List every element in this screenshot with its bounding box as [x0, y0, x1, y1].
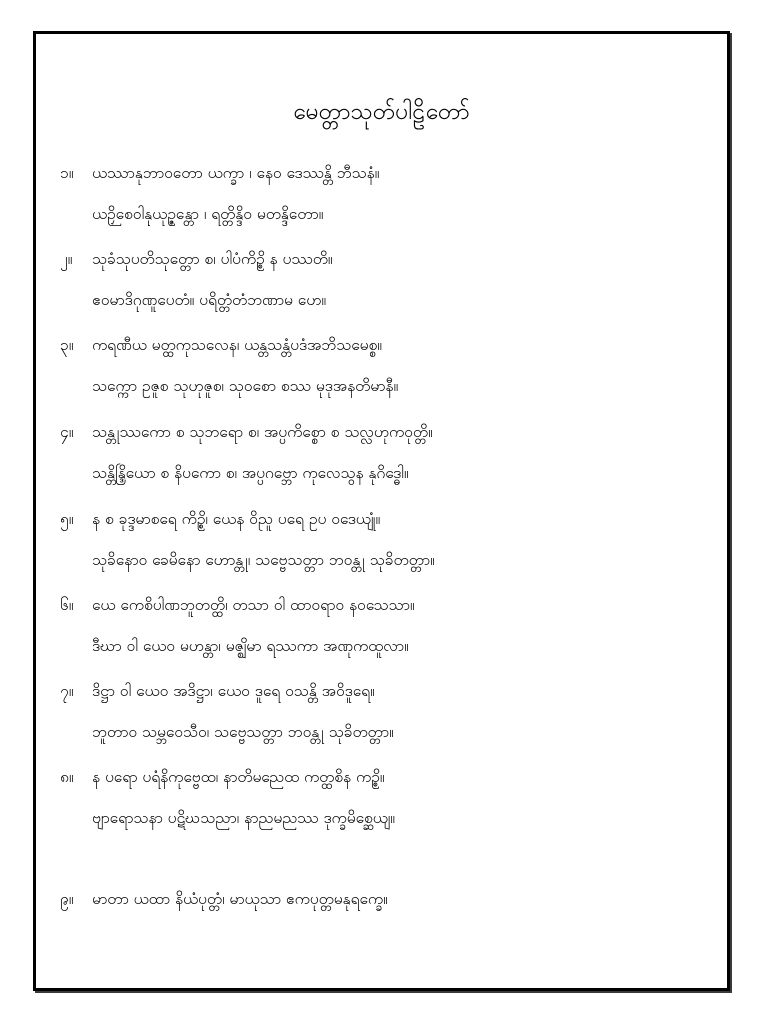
verse-text: ကရဏီယ မတ္ထကုသလေန၊ ယန္တသန္တံပဒံအဘိသမေစ္စ။	[92, 336, 382, 354]
verse-text: သုခိနောဝ ခေမိနော ဟောန္တု၊ သဗ္ဗေသတ္တာ ဘဝန္တု သုခိတတ္တာ။	[92, 551, 435, 569]
verse-number: ၆။	[60, 596, 74, 614]
verse-text: ယဉှိစေဝါနုယုဉ္ဇန္တော ၊ ရတ္တိန္ဒိဝ မတန္ဒိတော။	[92, 205, 324, 223]
verse-text: သန္တိန္ဒြိယော စ နိပကော စ၊ အပ္ပဂဗ္ဘော ကုလေသွန နုဂိဒ္ဓေါ။	[92, 464, 409, 482]
verse-text: ဘူတာဝ သမ္ဘဝေသီဝ၊ သဗ္ဗေသတ္တာ ဘဝန္တု သုခိတတ္တာ။	[92, 723, 394, 741]
verse-number: ၇။	[60, 682, 74, 700]
verse-number: ၉။	[60, 890, 74, 908]
page-title: မေတ္တာသုတ်ပါဠိတော်	[293, 99, 470, 125]
verse-number: ၁။	[60, 164, 74, 182]
verse-text: ဒိဋ္ဌာ ဝါ ယေဝ အဒိဋ္ဌာ၊ ယေဝ ဒူရေ ဝသန္တိ အဝိဒူရေ။	[92, 682, 375, 700]
verse-text: မာတာ ယထာ နိယံပုတ္တံ၊ မာယုသာ ဧကပုတ္တမနုရက္ခေ။	[92, 890, 388, 908]
verse-number: ၄။	[60, 423, 74, 441]
verse-number: ၃။	[60, 336, 74, 354]
verse-text: န ပရော ပရံနိကုဗ္ဗေထ၊ နာတိမညေထ ကတ္ထစိန ကဉ္စိ။	[92, 768, 385, 786]
verse-text: န စ ခုဒ္ဒမာစရေ ကိဉ္စိ၊ ယေန ဝိညူ ပရေ ဥပ ဝဒေယျုံ။	[92, 510, 381, 528]
verse-text: ဒီဃာ ဝါ ယေဝ မဟန္တာ၊ မဇ္ဈိမာ ရဿကာ အဏုကထူလာ။	[92, 637, 409, 655]
verse-text: ယေ ကေစိပါဏဘူတတ္ထိ၊ တသာ ဝါ ထာဝရာဝ နဝသေသာ။	[92, 596, 415, 614]
verse-text: ဗျာရောသနာ ပဋိဃသညာ၊ နာညမညဿ ဒုက္ခမိစ္ဆေယျ။	[92, 809, 395, 827]
verse-text: ယဿာနုဘာဝတော ယက္ခာ ၊ နေဝ ဒေဿန္တိ ဘီသနံ။	[92, 164, 380, 182]
verse-text: သန္တုဿကော စ သုဘရော စ၊ အပ္ပကိစ္စော စ သလ္လဟုကဝုတ္တိ။	[92, 423, 433, 441]
verse-text: သုခံသုပတိသုတ္တော စ၊ ပါပံကိဉ္စိ န ပဿတိ။	[92, 250, 333, 268]
verse-number: ၅။	[60, 510, 74, 528]
verse-text: သက္ကော ဥဇူစ သုဟုဇူစ၊ သုဝစော စဿ မုဒုအနတိမာနီ။	[92, 377, 399, 395]
verse-text: ဧဝမာဒိဂုဏူပေတံ။ ပရိတ္တံတံဘဏာမ ဟေ။	[92, 291, 327, 309]
verse-number: ၂။	[60, 250, 73, 268]
verse-number: ၈။	[60, 768, 74, 786]
